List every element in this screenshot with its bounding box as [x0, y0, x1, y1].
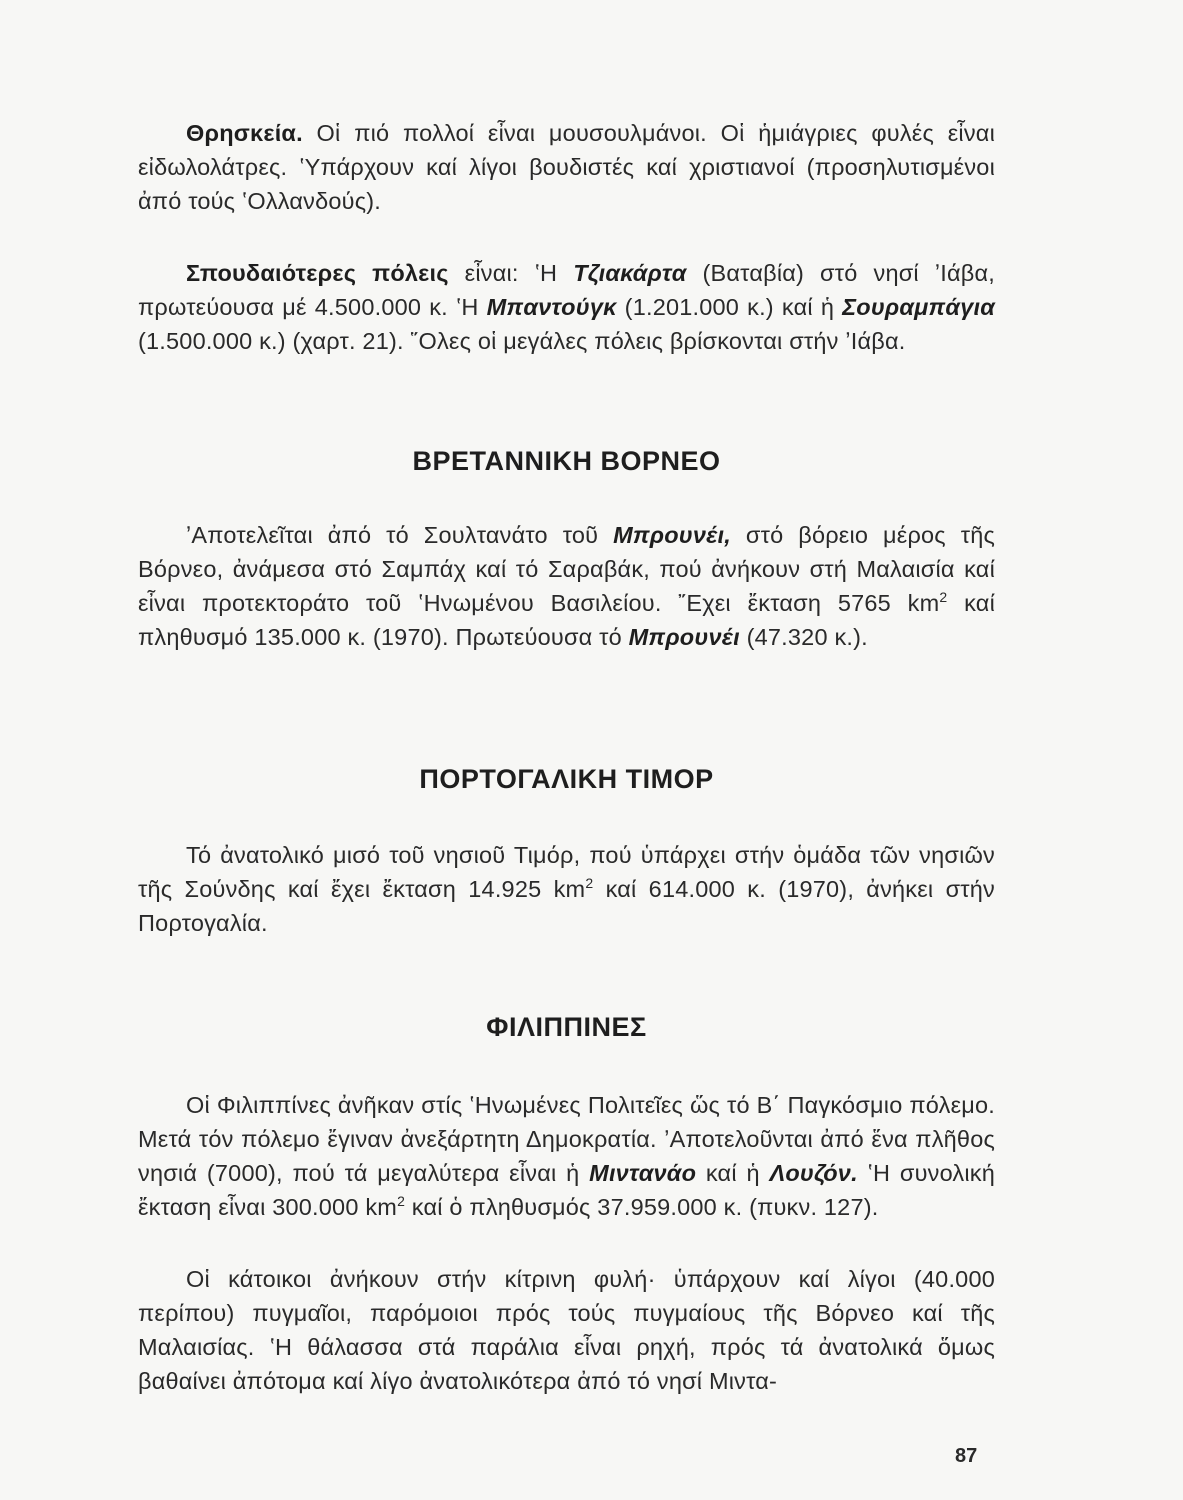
borneo-text-4: (47.320 κ.). [739, 624, 868, 650]
religion-label: Θρησκεία. [186, 120, 303, 146]
religion-paragraph [138, 116, 995, 218]
philippines-text-2: καί ἡ [696, 1160, 770, 1186]
philippines-text-1: Οἱ Φιλιππίνες ἀνῆκαν στίς ʽΗνωμένες Πολιτεῖες ὥς τό Β΄ Παγκόσμιο πόλεμο. Μετά τόν πόλεμο ἔγιναν ἀνεξάρτητη Δημοκρατία. ʼΑποτελοῦνται ἀπό ἕνα πλῆθος νησιά (7000), πού τά μεγαλύτερα εἶναι ἡ [138, 1092, 995, 1186]
heading-philippines: ΦΙΛΙΠΠΙΝΕΣ [486, 1012, 647, 1042]
borneo-text-3: καί πληθυσμό 135.000 κ. (1970). Πρωτεύουσα τό [138, 590, 995, 650]
philippines-text-5: Οἱ κάτοικοι ἀνήκουν στήν κίτρινη φυλή· ὑπάρχουν καί λίγοι (40.000 περίπου) πυγμαῖοι, παρόμοιοι πρός τούς πυγμαίους τῆς Βόρνεο καί τῆς Μαλαισίας. ʽΗ θάλασσα στά παράλια εἶναι ρηχή, πρός τά ἀνατολικά ὅμως βαθαίνει ἀπότομα καί λίγο ἀνατολικότερα ἀπό τό νησί Μιντα- [138, 1266, 995, 1394]
philippines-superscript: 2 [397, 1193, 406, 1210]
philippines-text-4: καί ὁ πληθυσμός 37.959.000 κ. (πυκν. 127). [405, 1194, 879, 1220]
cities-text-3: (1.201.000 κ.) καί ἡ [616, 294, 843, 320]
borneo-text-2: στό βόρειο μέρος τῆς Βόρνεο, ἀνάμεσα στό Σαμπάχ καί τό Σαραβάκ, πού ἀνήκουν στή Μαλαισία καί εἶναι προτεκτοράτο τοῦ ʽΗνωμένου Βασιλείου. ῎Εχει ἔκταση 5765 km [138, 522, 995, 616]
timor-text-2: καί 614.000 κ. (1970), ἀνήκει στήν Πορτογαλία. [138, 876, 995, 936]
borneo-paragraph [138, 518, 995, 654]
timor-superscript: 2 [585, 875, 594, 892]
philippines-paragraph-2 [138, 1262, 995, 1398]
city-brunei-capital: Μπρουνέι [628, 624, 740, 650]
timor-text-1: Τό ἀνατολικό μισό τοῦ νησιοῦ Τιμόρ, πού ὑπάρχει στήν ὁμάδα τῶν νησιῶν τῆς Σούνδης καί ἔχει ἔκταση 14.925 km [138, 842, 995, 902]
timor-paragraph [138, 838, 995, 940]
city-luzon: Λουζόν. [769, 1160, 858, 1186]
page-number: 87 [955, 1445, 978, 1467]
philippines-paragraph-1 [138, 1088, 995, 1224]
cities-label: Σπουδαιότερες πόλεις [186, 260, 449, 286]
city-surabaya: Σουραμπάγια [842, 294, 995, 320]
cities-text-2: (Βαταβία) στό νησί ʼΙάβα, πρωτεύουσα μέ 4.500.000 κ. ʽΗ [138, 260, 995, 320]
cities-text-1: εἶναι: ʽΗ [448, 260, 574, 286]
heading-portuguese-timor: ΠΟΡΤΟΓΑΛΙΚΗ ΤΙΜΟΡ [419, 764, 714, 794]
city-brunei: Μπρουνέι, [613, 522, 732, 548]
borneo-superscript: 2 [939, 589, 948, 606]
cities-text-4: (1.500.000 κ.) (χαρτ. 21). ῞Ολες οἱ μεγάλες πόλεις βρίσκονται στήν ʼΙάβα. [138, 328, 906, 354]
philippines-text-3: ʽΗ συνολική ἔκταση εἶναι 300.000 km [138, 1160, 996, 1220]
heading-british-borneo: ΒΡΕΤΑΝΝΙΚΗ ΒΟΡΝΕΟ [412, 446, 721, 476]
religion-text: Οἱ πιό πολλοί εἶναι μουσουλμάνοι. Οἱ ἡμιάγριες φυλές εἶναι εἰδωλολάτρες. ʽΥπάρχουν καί λίγοι βουδιστές καί χριστιανοί (προσηλυτισμένοι ἀπό τούς ʽΟλλανδούς). [138, 120, 995, 214]
city-mindanao: Μιντανάο [589, 1160, 697, 1186]
city-bandung: Μπαντούγκ [486, 294, 617, 320]
borneo-text-1: ʼΑποτελεῖται ἀπό τό Σουλτανάτο τοῦ [186, 522, 614, 548]
city-jakarta: Τζιακάρτα [573, 260, 687, 286]
cities-paragraph [138, 256, 995, 358]
